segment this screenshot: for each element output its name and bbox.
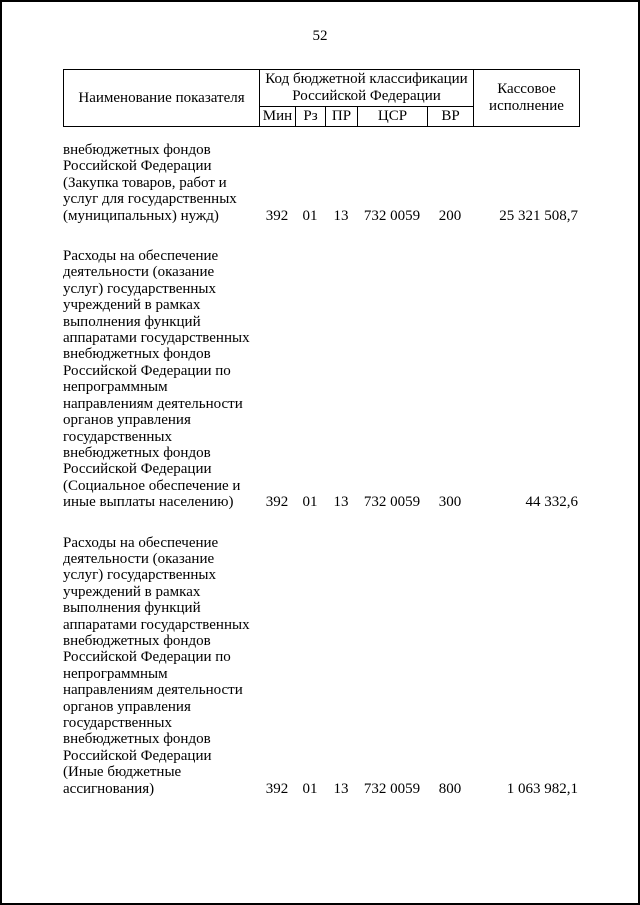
row-code-csr: 732 0059	[363, 494, 421, 511]
row-code-min: 392	[265, 207, 289, 224]
header-name-col: Наименование показателя	[64, 70, 260, 127]
row-cash-value: 1 063 982,1	[506, 780, 578, 797]
row-code-vr: 300	[438, 494, 462, 511]
row-code-rz: 01	[302, 207, 318, 224]
row-indicator-name: внебюджетных фондов Российской Федерации (Закупка товаров, работ и услуг для государственных (муниципальных) нужд)	[63, 142, 237, 224]
row-code-rz: 01	[302, 780, 318, 797]
row-code-vr: 200	[438, 207, 462, 224]
row-code-min: 392	[265, 494, 289, 511]
header-code-vr: ВР	[428, 107, 474, 127]
row-code-pr: 13	[333, 494, 349, 511]
row-cash-value: 25 321 508,7	[499, 207, 578, 224]
header-code-rz: Рз	[296, 107, 326, 127]
budget-table-header	[63, 69, 580, 127]
table-row	[63, 248, 638, 511]
row-code-min: 392	[265, 780, 289, 797]
header-code-pr: ПР	[326, 107, 358, 127]
row-code-rz: 01	[302, 494, 318, 511]
row-code-csr: 732 0059	[363, 780, 421, 797]
header-code-csr: ЦСР	[358, 107, 428, 127]
row-indicator-name: Расходы на обеспечение деятельности (оказание услуг) государственных учреждений в рамках выполнения функций аппаратами государственных внебюджетных фондов Российской Федерации по непрограммным направлениям деятельности органов управления государственных внебюджетных фондов Российской Федерации (Иные бюджетные ассигнования)	[63, 534, 250, 797]
row-code-csr: 732 0059	[363, 207, 421, 224]
header-cash-col: Кассовое исполнение	[474, 70, 580, 127]
table-row	[63, 142, 638, 224]
table-body	[63, 142, 638, 797]
page-number: 52	[312, 28, 328, 44]
row-indicator-name: Расходы на обеспечение деятельности (оказание услуг) государственных учреждений в рамках выполнения функций аппаратами государственных внебюджетных фондов Российской Федерации по непрограммным направлениям деятельности органов управления государственных внебюджетных фондов Российской Федерации (Социальное обеспечение и иные выплаты населению)	[63, 248, 250, 511]
row-code-pr: 13	[333, 780, 349, 797]
header-code-group: Код бюджетной классификации Российской Федерации	[260, 70, 474, 107]
row-cash-value: 44 332,6	[525, 494, 578, 511]
row-code-pr: 13	[333, 207, 349, 224]
table-row	[63, 535, 638, 798]
header-code-min: Мин	[260, 107, 296, 127]
row-code-vr: 800	[438, 780, 462, 797]
